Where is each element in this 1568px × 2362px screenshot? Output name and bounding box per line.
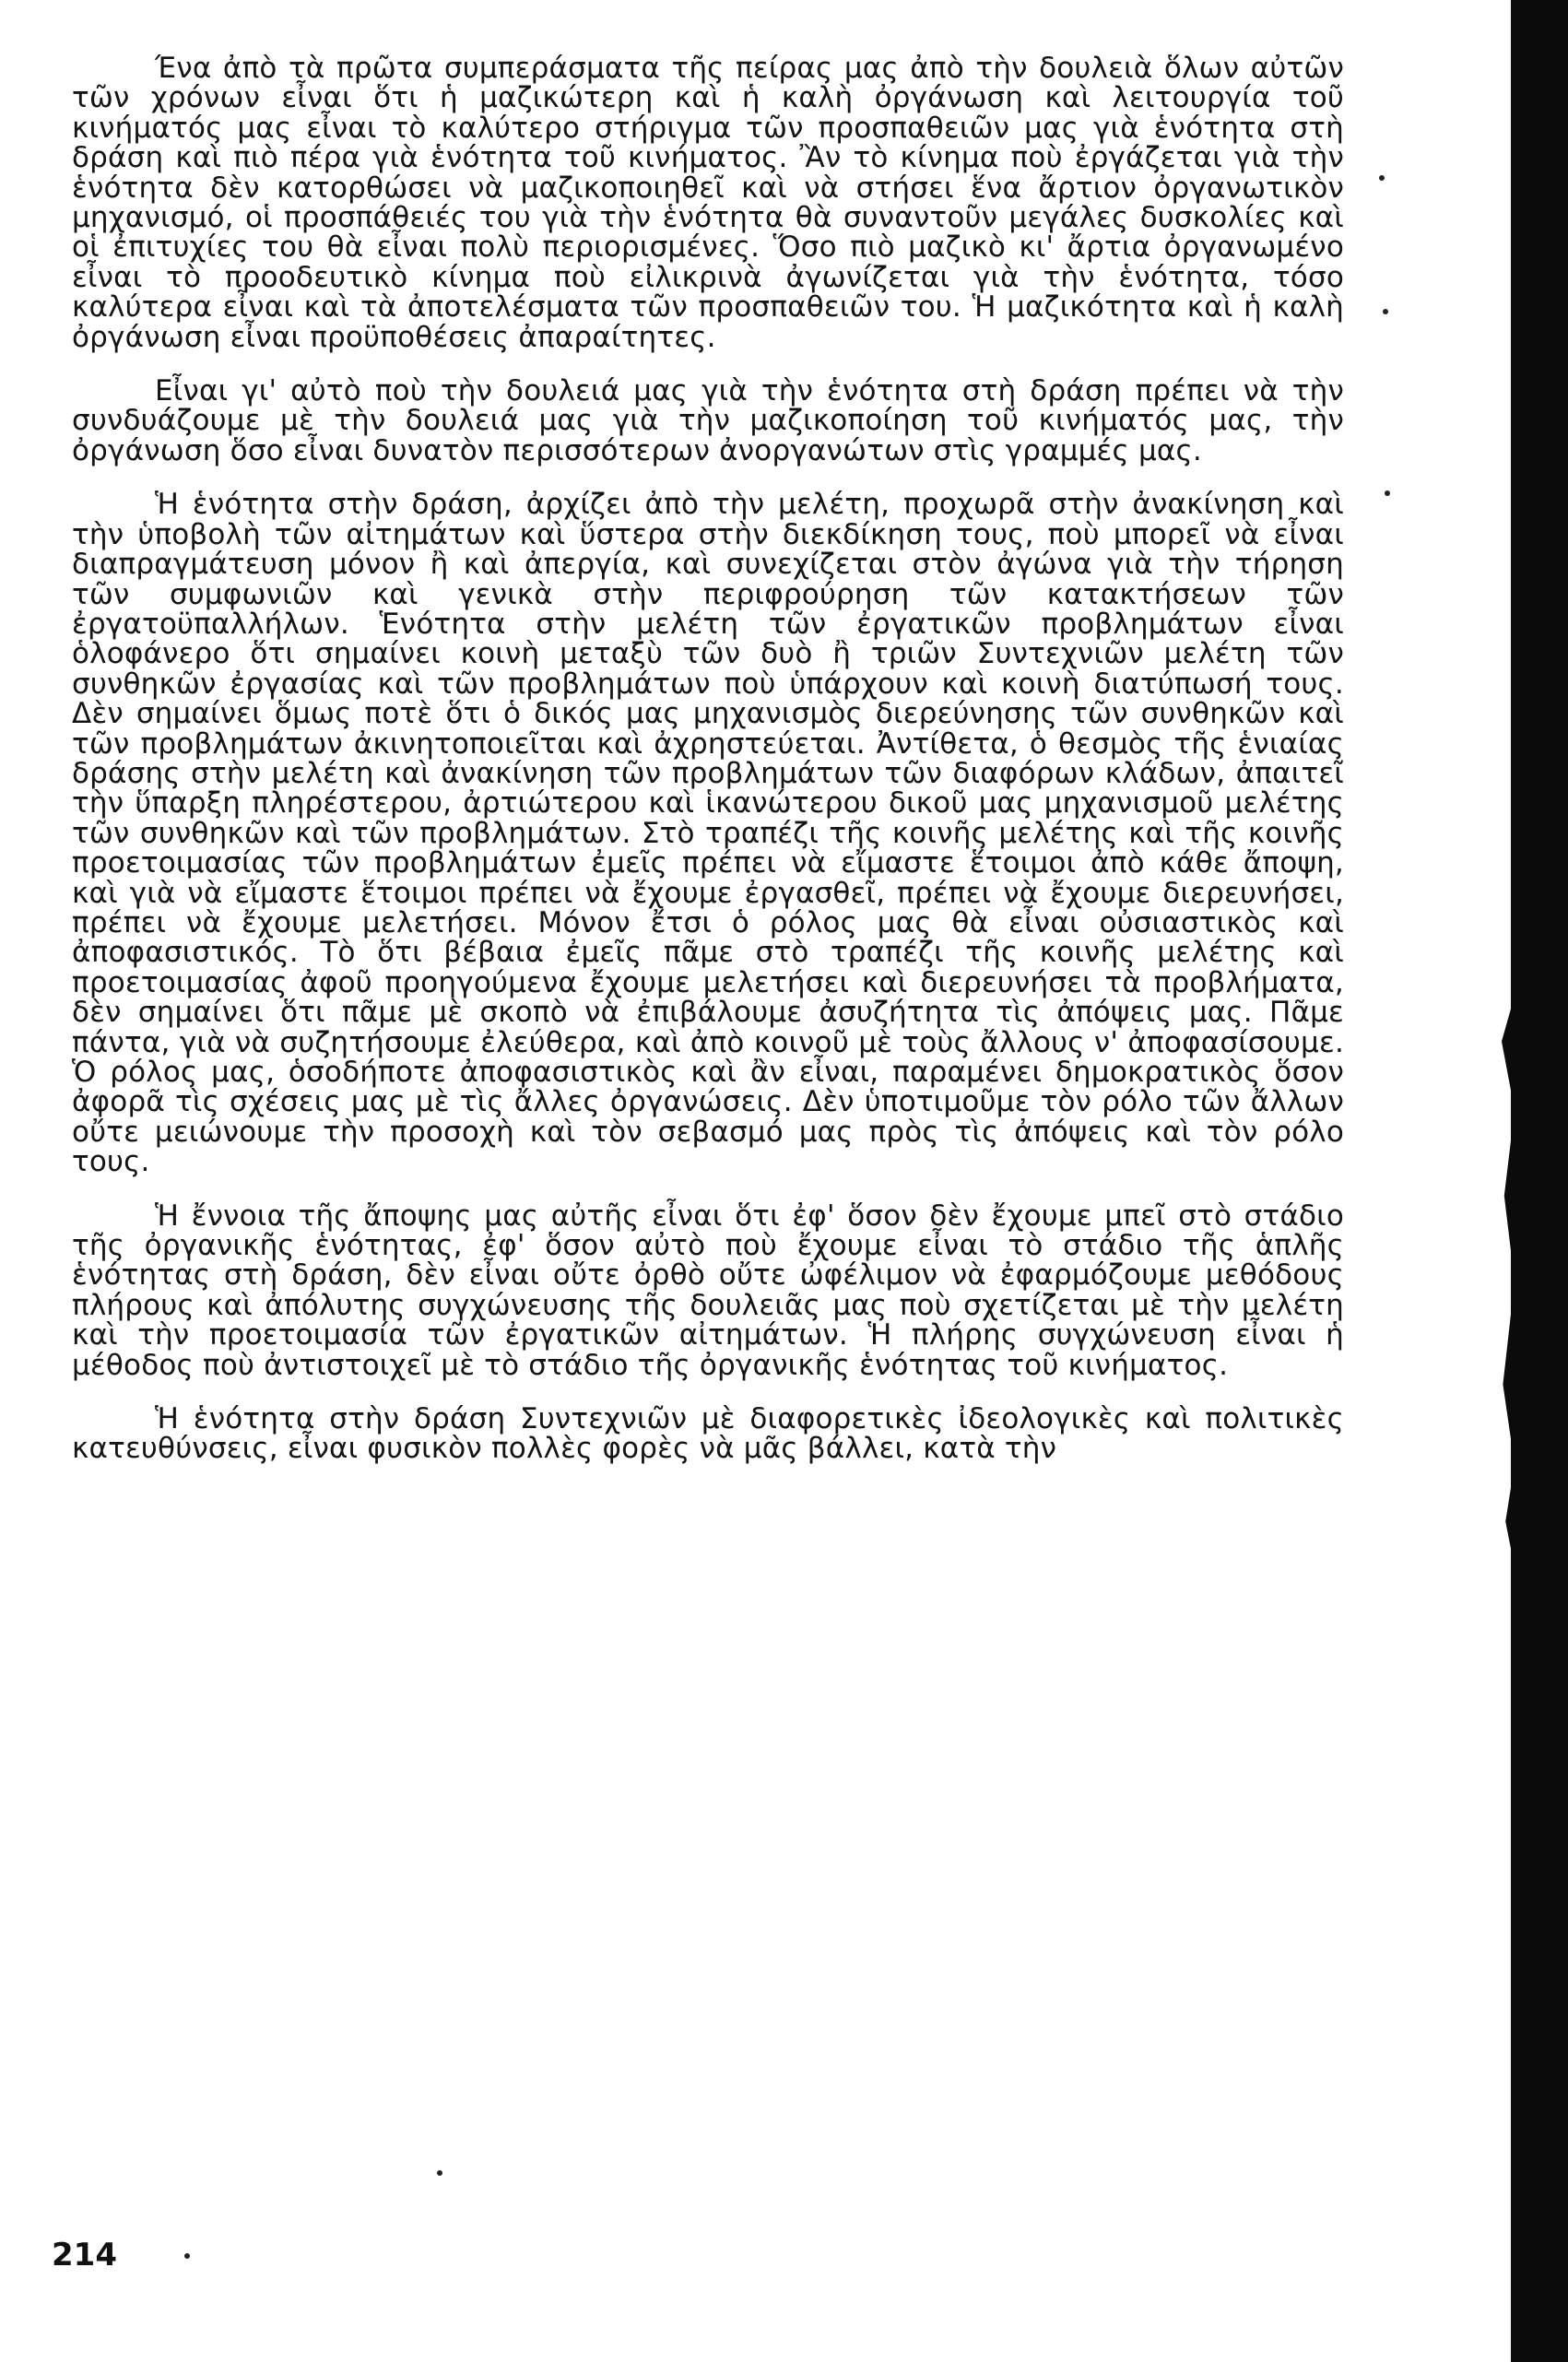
page-number: 214 (52, 2237, 117, 2273)
scan-speck (1385, 490, 1390, 496)
paragraph-1: Ένα ἀπὸ τὰ πρῶτα συμπεράσματα τῆς πείρας μας ἀπὸ τὴν δουλειὰ ὅλων αὐτῶν τῶν χρόνων εἶναι ὅτι ἡ μαζικώτερη καὶ ἡ καλὴ ὀργάνωση καὶ λειτουργία τοῦ κινήματός μας εἶναι τὸ καλύτερο στήριγμα τῶν προσπαθειῶν μας γιὰ ἑνότητα στὴ δράση καὶ πιὸ πέρα γιὰ ἑνότητα τοῦ κινήματος. Ἂν τὸ κίνημα ποὺ ἐργάζεται γιὰ τὴν ἑνότητα δὲν κατορθώσει νὰ μαζικοποιηθεῖ καὶ νὰ στήσει ἕνα ἄρτιον ὀργανωτικὸν μηχανισμό, οἱ προσπάθειές του γιὰ τὴν ἑνότητα θὰ συναντοῦν μεγάλες δυσκολίες καὶ οἱ ἐπιτυχίες του θὰ εἶναι πολὺ περιορισμένες. Ὅσο πιὸ μαζικὸ κι' ἄρτια ὀργανωμένο εἶναι τὸ προοδευτικὸ κίνημα ποὺ εἰλικρινὰ ἀγωνίζεται γιὰ τὴν ἑνότητα, τόσο καλύτερα εἶναι καὶ τὰ ἀποτελέσματα τῶν προσπαθειῶν του. Ἡ μαζικότητα καὶ ἡ καλὴ ὀργάνωση εἶναι προϋποθέσεις ἀπαραίτητες. (72, 52, 1344, 354)
paragraph-5: Ἡ ἑνότητα στὴν δράση Συντεχνιῶν μὲ διαφορετικὲς ἰδεολογικὲς καὶ πολιτικὲς κατευθύνσεις, εἶναι φυσικὸν πολλὲς φορὲς νὰ μᾶς βάλλει, κατὰ τὴν (72, 1402, 1344, 1466)
paragraph-4: Ἡ ἔννοια τῆς ἄποψης μας αὐτῆς εἶναι ὅτι ἐφ' ὅσον δὲν ἔχουμε μπεῖ στὸ στάδιο τῆς ὀργανικῆς ἑνότητας, ἐφ' ὅσον αὐτὸ ποὺ ἔχουμε εἶναι τὸ στάδιο τῆς ἁπλῆς ἑνότητας στὴ δράση, δὲν εἶναι οὔτε ὀρθὸ οὔτε ὠφέλιμον νὰ ἐφαρμόζουμε μεθόδους πλήρους καὶ ἀπόλυτης συγχώνευσης τῆς δουλειᾶς μας ποὺ σχετίζεται μὲ τὴν μελέτη καὶ τὴν προετοιμασία τῶν ἐργατικῶν αἰτημάτων. Ἡ πλήρης συγχώνευση εἶναι ἡ μέθοδος ποὺ ἀντιστοιχεῖ μὲ τὸ στάδιο τῆς ὀργανικῆς ἑνότητας τοῦ κινήματος. (72, 1199, 1344, 1382)
scan-speck (1379, 175, 1385, 181)
scan-dark-edge (1511, 0, 1568, 2362)
paragraph-2: Εἶναι γι' αὐτὸ ποὺ τὴν δουλειά μας γιὰ τὴν ἑνότητα στὴ δράση πρέπει νὰ τὴν συνδυάζουμε μὲ τὴν δουλειά μας γιὰ τὴν μαζικοποίηση τοῦ κινήματός μας, τὴν ὀργάνωση ὅσο εἶναι δυνατὸν περισσότερων ἀνοργανώτων στὶς γραμμές μας. (72, 374, 1344, 467)
paragraph-3: Ἡ ἑνότητα στὴν δράση, ἀρχίζει ἀπὸ τὴν μελέτη, προχωρᾶ στὴν ἀνακίνηση καὶ τὴν ὑποβολὴ τῶν αἰτημάτων καὶ ὕστερα στὴν διεκδίκηση τους, ποὺ μπορεῖ νὰ εἶναι διαπραγμάτευση μόνον ἢ καὶ ἀπεργία, καὶ συνεχίζεται στὸν ἀγώνα γιὰ τὴν τήρηση τῶν συμφωνιῶν καὶ γενικὰ στὴν περιφρούρηση τῶν κατακτήσεων τῶν ἐργατοϋπαλλήλων. Ἑνότητα στὴν μελέτη τῶν ἐργατικῶν προβλημάτων εἶναι ὁλοφάνερο ὅτι σημαίνει κοινὴ μεταξὺ τῶν δυὸ ἢ τριῶν Συντεχνιῶν μελέτη τῶν συνθηκῶν ἐργασίας καὶ τῶν προβλημάτων ποὺ ὑπάρχουν καὶ κοινὴ διατύπωσή τους. Δὲν σημαίνει ὅμως ποτὲ ὅτι ὁ δικός μας μηχανισμὸς διερεύνησης τῶν συνθηκῶν καὶ τῶν προβλημάτων ἀκινητοποιεῖται καὶ ἀχρηστεύεται. Ἀντίθετα, ὁ θεσμὸς τῆς ἑνιαίας δράσης στὴν μελέτη καὶ ἀνακίνηση τῶν προβλημάτων τῶν διαφόρων κλάδων, ἀπαιτεῖ τὴν ὕπαρξη πληρέστερου, ἀρτιώτερου καὶ ἱκανώτερου δικοῦ μας μηχανισμοῦ μελέτης τῶν συνθηκῶν καὶ τῶν προβλημάτων. Στὸ τραπέζι τῆς κοινῆς μελέτης καὶ τῆς κοινῆς προετοιμασίας τῶν προβλημάτων ἐμεῖς πρέπει νὰ εἴμαστε ἕτοιμοι ἀπὸ κάθε ἄποψη, καὶ γιὰ νὰ εἴμαστε ἕτοιμοι πρέπει νὰ ἔχουμε ἐργασθεῖ, πρέπει νὰ ἔχουμε διερευνήσει, πρέπει νὰ ἔχουμε μελετήσει. Μόνον ἔτσι ὁ ρόλος μας θὰ εἶναι οὐσιαστικὸς καὶ ἀποφασιστικός. Τὸ ὅτι βέβαια ἐμεῖς πᾶμε στὸ τραπέζι τῆς κοινῆς μελέτης καὶ προετοιμασίας ἀφοῦ προηγούμενα ἔχουμε μελετήσει καὶ διερευνήσει τὰ προβλήματα, δὲν σημαίνει ὅτι πᾶμε μὲ σκοπὸ νὰ ἐπιβάλουμε ἀσυζήτητα τὶς ἀπόψεις μας. Πᾶμε πάντα, γιὰ νὰ συζητήσουμε ἐλεύθερα, καὶ ἀπὸ κοινοῦ μὲ τοὺς ἄλλους ν' ἀποφασίσουμε. Ὁ ρόλος μας, ὁσοδήποτε ἀποφασιστικὸς καὶ ἂν εἶναι, παραμένει δημοκρατικὸς ὅσον ἀφορᾶ τὶς σχέσεις μας μὲ τὶς ἄλλες ὀργανώσεις. Δὲν ὑποτιμοῦμε τὸν ρόλο τῶν ἄλλων οὔτε μειώνουμε τὴν προσοχὴ καὶ τὸν σεβασμό μας πρὸς τὶς ἀπόψεις καὶ τὸν ρόλο τους. (72, 488, 1344, 1179)
scan-speck (1383, 309, 1388, 314)
scan-speck (184, 2253, 190, 2259)
body-text (72, 53, 1344, 1464)
scan-speck (437, 2170, 442, 2176)
